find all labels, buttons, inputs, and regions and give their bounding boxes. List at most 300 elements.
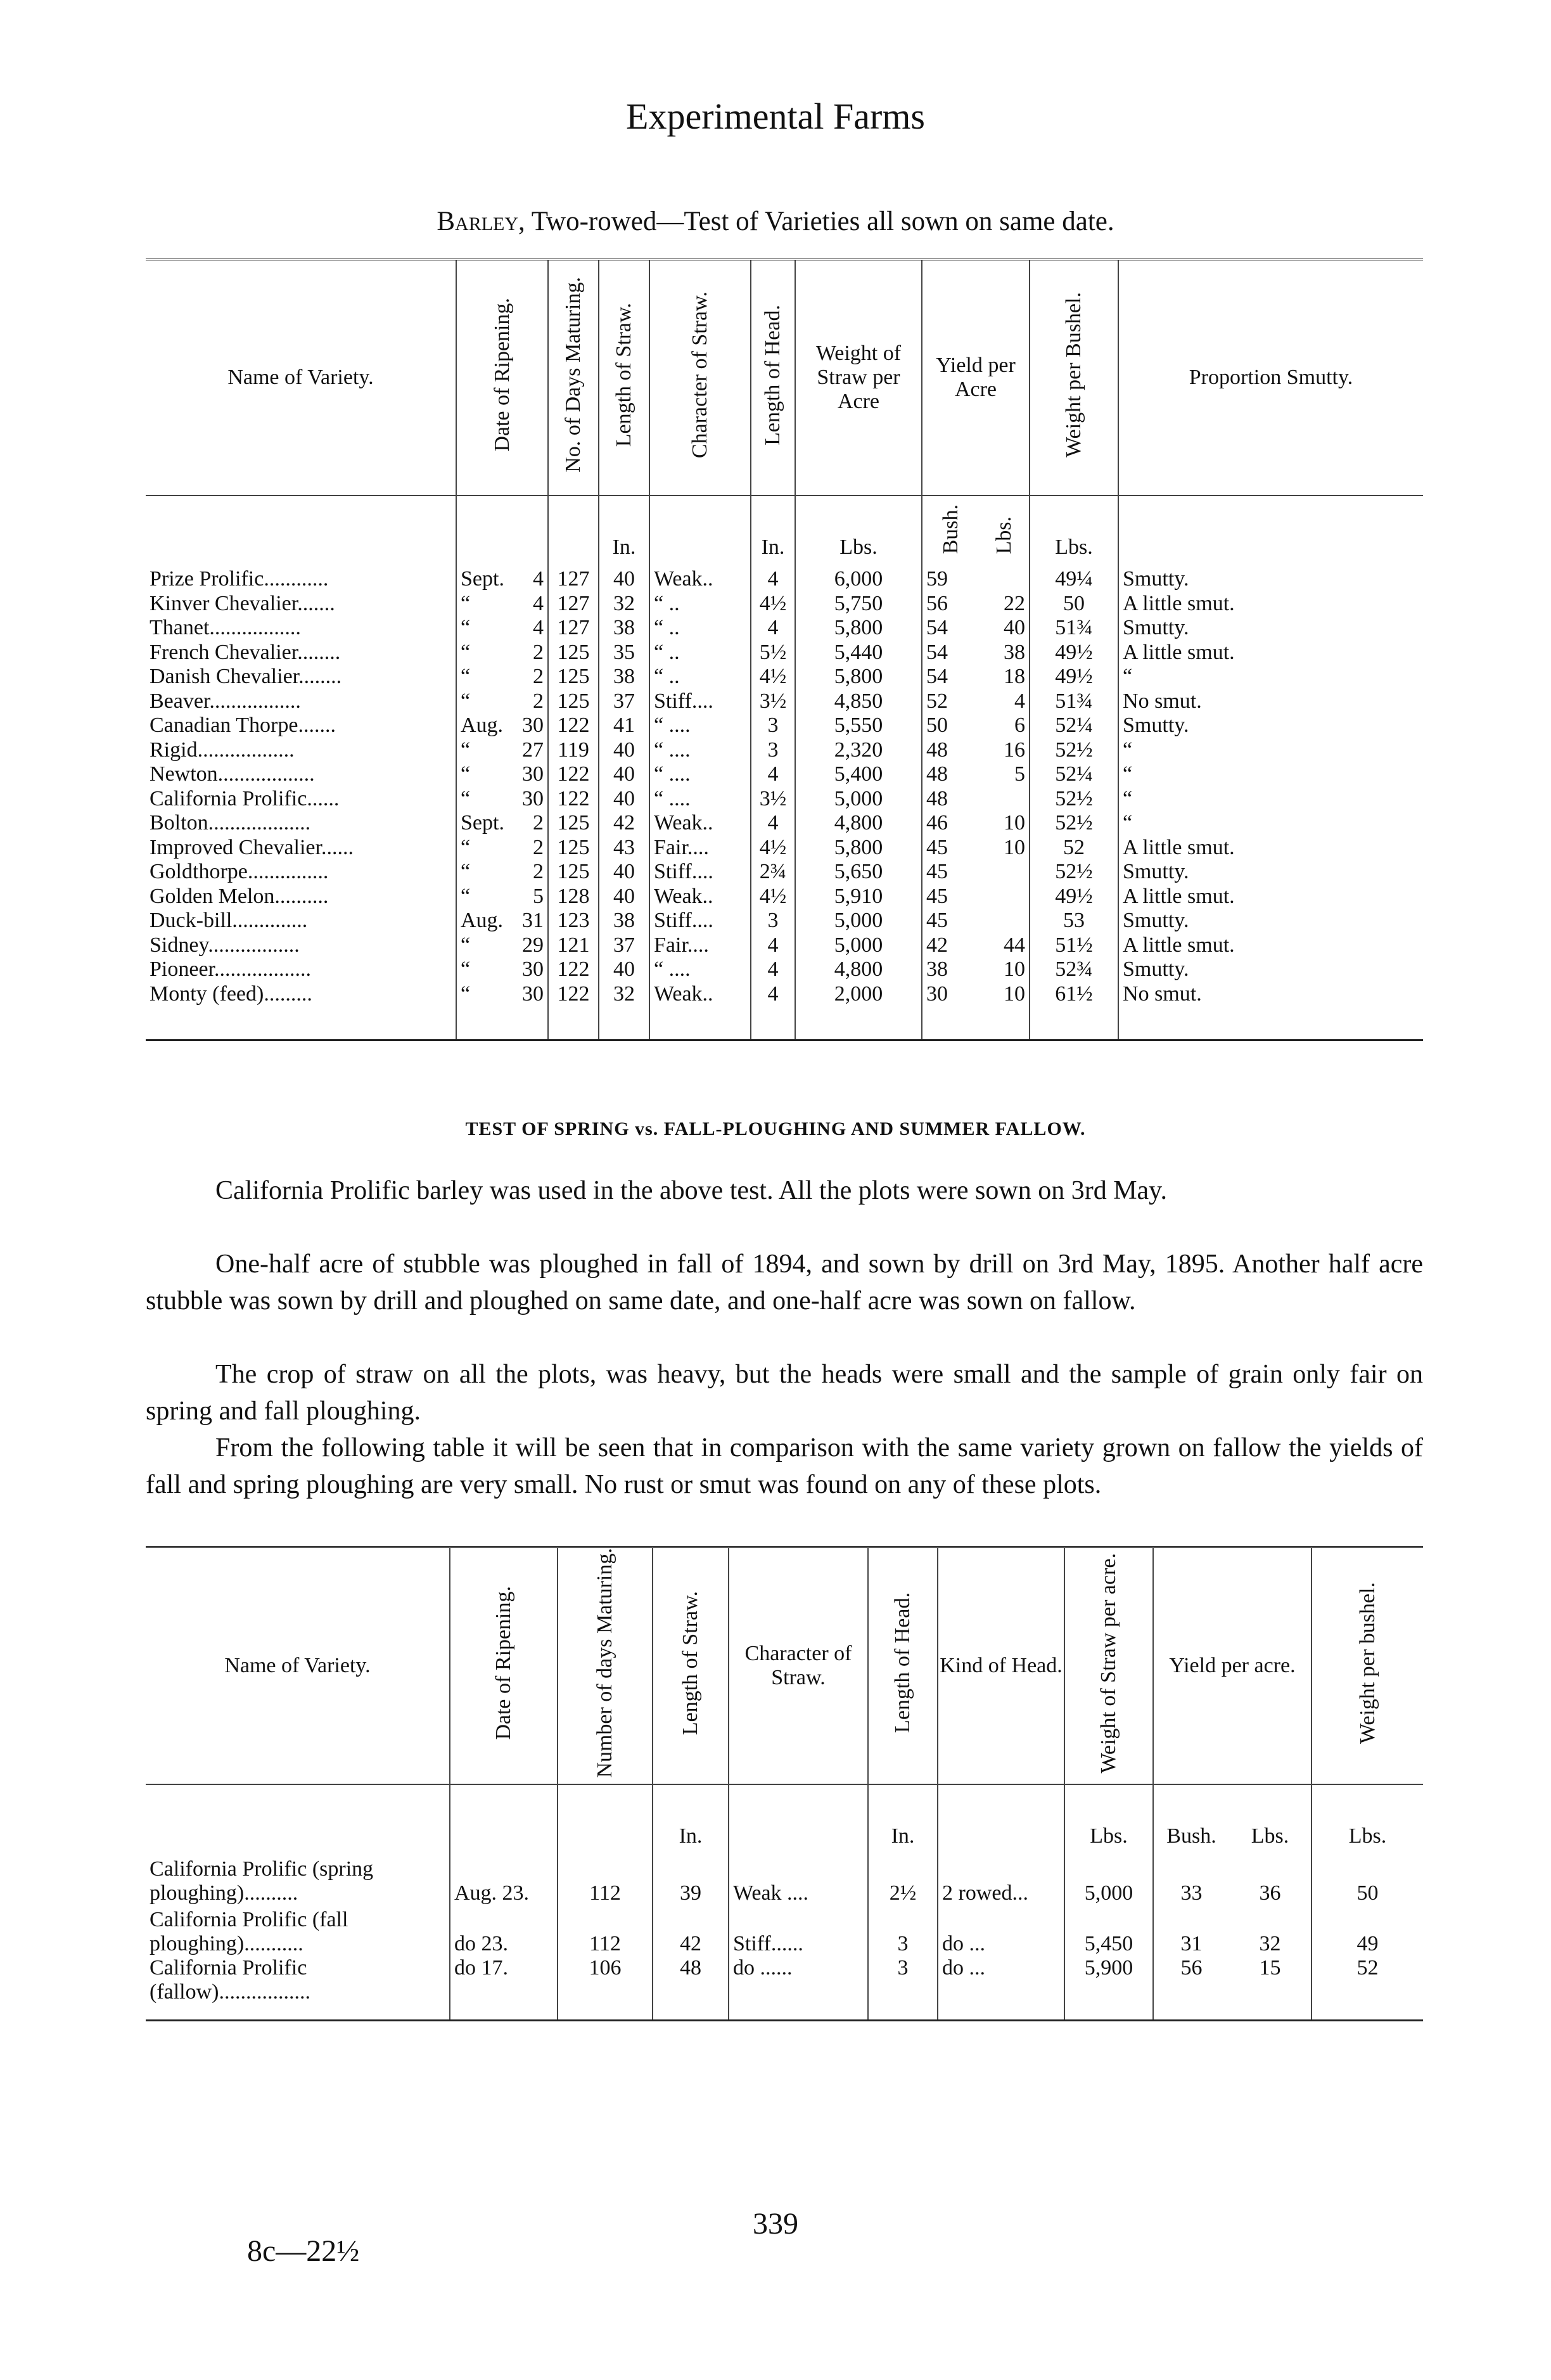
head-length: 2½ bbox=[868, 1855, 938, 1905]
ripening-month: “ bbox=[456, 787, 510, 812]
smut-proportion: “ bbox=[1118, 738, 1423, 763]
straw-length: 32 bbox=[599, 592, 649, 617]
table-row bbox=[146, 616, 1423, 641]
smut-proportion: Smutty. bbox=[1118, 713, 1423, 738]
unit-lbs: Lbs. bbox=[992, 516, 1016, 554]
straw-character: Weak.. bbox=[649, 811, 751, 836]
ripening-date: do 23. bbox=[450, 1905, 558, 1956]
col-header-days: Number of days Maturing. bbox=[558, 1547, 653, 1784]
smut-proportion: A little smut. bbox=[1118, 885, 1423, 909]
yield-lbs: 6 bbox=[1014, 713, 1026, 738]
yield-bushels: 45 bbox=[922, 836, 979, 861]
table-row bbox=[146, 811, 1423, 836]
straw-weight: 5,450 bbox=[1064, 1905, 1153, 1956]
straw-length: 40 bbox=[599, 738, 649, 763]
header-row bbox=[146, 1547, 1423, 1784]
units-row bbox=[146, 496, 1423, 567]
ripening-day: 30 bbox=[522, 762, 544, 786]
weight-per-bushel: 52½ bbox=[1030, 811, 1118, 836]
days-maturing: 112 bbox=[558, 1905, 653, 1956]
straw-weight: 5,550 bbox=[795, 713, 922, 738]
straw-weight: 4,800 bbox=[795, 811, 922, 836]
ripening-day: 30 bbox=[522, 982, 544, 1006]
table-row bbox=[146, 738, 1423, 763]
yield-lbs: 36 bbox=[1259, 1881, 1281, 1905]
weight-per-bushel: 52¼ bbox=[1030, 713, 1118, 738]
col-header-kind: Kind of Head. bbox=[938, 1547, 1064, 1784]
straw-weight: 5,900 bbox=[1064, 1956, 1153, 2021]
smut-proportion: “ bbox=[1118, 811, 1423, 836]
straw-character: Stiff.... bbox=[649, 909, 751, 933]
paragraph-2: One-half acre of stubble was ploughed in fall of 1894, and sown by drill on 3rd May, 1895. Another half acre stubble was sown by drill and ploughed on same date, and one-half acre was sown on fallow. bbox=[146, 1250, 1423, 1315]
ripening-month: “ bbox=[456, 592, 510, 617]
yield-bushels: 30 bbox=[922, 982, 979, 1040]
days-maturing: 122 bbox=[548, 982, 599, 1040]
variety-name: Danish Chevalier........ bbox=[150, 665, 342, 689]
yield-lbs: 22 bbox=[1004, 591, 1026, 615]
weight-per-bushel: 52 bbox=[1312, 1956, 1423, 2021]
variety-name: French Chevalier........ bbox=[150, 640, 341, 664]
yield-lbs bbox=[979, 567, 1030, 592]
table-row bbox=[146, 957, 1423, 982]
ripening-month: “ bbox=[456, 738, 510, 763]
unit-head-length: In. bbox=[751, 496, 795, 567]
straw-length: 35 bbox=[599, 641, 649, 665]
variety-name: Bolton................... bbox=[150, 811, 311, 835]
smut-proportion: No smut. bbox=[1118, 689, 1423, 714]
ripening-day: 2 bbox=[533, 665, 544, 689]
straw-character: “ .... bbox=[649, 762, 751, 787]
col-header-weight-straw: Weight of Straw per Acre bbox=[795, 260, 922, 496]
days-maturing: 127 bbox=[548, 592, 599, 617]
days-maturing: 121 bbox=[548, 933, 599, 958]
table-row bbox=[146, 885, 1423, 909]
ripening-month: Aug. bbox=[456, 713, 510, 738]
ripening-day: 2 bbox=[533, 860, 544, 884]
straw-length: 40 bbox=[599, 885, 649, 909]
col-header-yield: Yield per acre. bbox=[1153, 1547, 1312, 1784]
straw-character: “ .. bbox=[649, 665, 751, 689]
straw-weight: 2,000 bbox=[795, 982, 922, 1040]
straw-weight: 5,650 bbox=[795, 860, 922, 885]
yield-lbs: 10 bbox=[1004, 811, 1026, 835]
yield-lbs: 38 bbox=[1004, 640, 1026, 664]
units-row bbox=[146, 1784, 1423, 1855]
days-maturing: 122 bbox=[548, 762, 599, 787]
straw-character: “ .... bbox=[649, 713, 751, 738]
yield-bushels: 31 bbox=[1153, 1905, 1229, 1956]
yield-lbs bbox=[979, 909, 1030, 933]
head-length: 3 bbox=[868, 1956, 938, 2021]
straw-character: Weak.. bbox=[649, 567, 751, 592]
straw-weight: 5,910 bbox=[795, 885, 922, 909]
col-header-straw-length: Length of Straw. bbox=[653, 1547, 729, 1784]
table-row bbox=[146, 592, 1423, 617]
table-row bbox=[146, 860, 1423, 885]
table-row bbox=[146, 933, 1423, 958]
ripening-month: “ bbox=[456, 689, 510, 714]
head-length: 4 bbox=[751, 762, 795, 787]
straw-length: 48 bbox=[653, 1956, 729, 2021]
weight-per-bushel: 49¼ bbox=[1030, 567, 1118, 592]
straw-character: “ .. bbox=[649, 641, 751, 665]
straw-weight: 5,800 bbox=[795, 665, 922, 689]
head-length: 4½ bbox=[751, 836, 795, 861]
unit-straw-length: In. bbox=[653, 1784, 729, 1855]
head-length: 3 bbox=[751, 713, 795, 738]
straw-character: “ .. bbox=[649, 592, 751, 617]
yield-bushels: 45 bbox=[922, 885, 979, 909]
head-length: 4 bbox=[751, 811, 795, 836]
ripening-month: “ bbox=[456, 885, 510, 909]
yield-lbs bbox=[979, 885, 1030, 909]
straw-weight: 5,000 bbox=[795, 909, 922, 933]
variety-name: Goldthorpe............... bbox=[150, 860, 329, 884]
yield-lbs: 44 bbox=[1004, 933, 1026, 957]
head-length: 4 bbox=[751, 616, 795, 641]
straw-weight: 5,000 bbox=[795, 787, 922, 812]
straw-weight: 2,320 bbox=[795, 738, 922, 763]
straw-length: 37 bbox=[599, 689, 649, 714]
variety-name: Sidney................. bbox=[150, 933, 300, 957]
head-length: 3 bbox=[751, 738, 795, 763]
yield-bushels: 59 bbox=[922, 567, 979, 592]
smut-proportion: “ bbox=[1118, 787, 1423, 812]
variety-name: California Prolific...... bbox=[150, 786, 340, 810]
days-maturing: 123 bbox=[548, 909, 599, 933]
unit-weight-bushel: Lbs. bbox=[1312, 1784, 1423, 1855]
variety-name: California Prolific (spring ploughing).......... bbox=[150, 1857, 374, 1905]
smut-proportion: A little smut. bbox=[1118, 933, 1423, 958]
smut-proportion: Smutty. bbox=[1118, 860, 1423, 885]
yield-lbs: 10 bbox=[1004, 982, 1026, 1006]
col-header-name: Name of Variety. bbox=[146, 1547, 450, 1784]
straw-character: Fair.... bbox=[649, 933, 751, 958]
yield-bushels: 56 bbox=[1153, 1956, 1229, 2021]
ripening-month: Sept. bbox=[456, 811, 510, 836]
straw-length: 43 bbox=[599, 836, 649, 861]
weight-per-bushel: 50 bbox=[1312, 1855, 1423, 1905]
yield-bushels: 46 bbox=[922, 811, 979, 836]
straw-length: 32 bbox=[599, 982, 649, 1040]
straw-length: 40 bbox=[599, 860, 649, 885]
yield-bushels: 48 bbox=[922, 787, 979, 812]
yield-bushels: 54 bbox=[922, 616, 979, 641]
page-number: 339 bbox=[753, 2207, 798, 2241]
col-header-head-length: Length of Head. bbox=[868, 1547, 938, 1784]
variety-name: Beaver................. bbox=[150, 689, 301, 713]
yield-lbs: 40 bbox=[1004, 616, 1026, 640]
days-maturing: 122 bbox=[548, 713, 599, 738]
straw-weight: 5,000 bbox=[1064, 1855, 1153, 1905]
ripening-day: 5 bbox=[533, 884, 544, 908]
unit-head-length: In. bbox=[868, 1784, 938, 1855]
variety-name: Prize Prolific............ bbox=[150, 567, 329, 591]
weight-per-bushel: 49½ bbox=[1030, 641, 1118, 665]
days-maturing: 125 bbox=[548, 811, 599, 836]
straw-length: 38 bbox=[599, 909, 649, 933]
straw-character: do ...... bbox=[729, 1956, 868, 2021]
days-maturing: 119 bbox=[548, 738, 599, 763]
straw-character: “ .... bbox=[649, 738, 751, 763]
paragraph-3: The crop of straw on all the plots, was heavy, but the heads were small and the sample of grain only fair on spring and fall ploughing. bbox=[146, 1360, 1423, 1426]
variety-name: Improved Chevalier...... bbox=[150, 835, 354, 859]
straw-character: Stiff.... bbox=[649, 860, 751, 885]
days-maturing: 106 bbox=[558, 1956, 653, 2021]
days-maturing: 122 bbox=[548, 787, 599, 812]
head-length: 4 bbox=[751, 982, 795, 1040]
col-header-character: Character of Straw. bbox=[649, 260, 751, 496]
ripening-day: 2 bbox=[533, 689, 544, 713]
straw-weight: 4,800 bbox=[795, 957, 922, 982]
yield-lbs bbox=[979, 787, 1030, 812]
table-row bbox=[146, 567, 1423, 592]
straw-character: “ .. bbox=[649, 616, 751, 641]
barley-table-subtitle bbox=[0, 206, 1551, 237]
straw-length: 42 bbox=[653, 1905, 729, 1956]
smut-proportion: “ bbox=[1118, 665, 1423, 689]
straw-length: 38 bbox=[599, 616, 649, 641]
smut-proportion: Smutty. bbox=[1118, 616, 1423, 641]
ripening-day: 30 bbox=[522, 957, 544, 982]
straw-weight: 5,800 bbox=[795, 836, 922, 861]
head-length: 4½ bbox=[751, 665, 795, 689]
straw-character: “ .... bbox=[649, 787, 751, 812]
yield-bushels: 50 bbox=[922, 713, 979, 738]
col-header-date: Date of Ripening. bbox=[456, 260, 548, 496]
straw-length: 39 bbox=[653, 1855, 729, 1905]
ripening-day: 30 bbox=[522, 786, 544, 810]
straw-length: 41 bbox=[599, 713, 649, 738]
variety-name: Thanet................. bbox=[150, 616, 301, 640]
unit-lbs: Lbs. bbox=[1251, 1824, 1289, 1848]
head-length: 3 bbox=[868, 1905, 938, 1956]
ripening-month: “ bbox=[456, 836, 510, 861]
variety-name: California Prolific (fall ploughing)........... bbox=[150, 1907, 348, 1955]
head-length: 4 bbox=[751, 933, 795, 958]
yield-lbs: 15 bbox=[1259, 1955, 1281, 1980]
table-row bbox=[146, 665, 1423, 689]
straw-weight: 6,000 bbox=[795, 567, 922, 592]
ripening-day: 30 bbox=[522, 713, 544, 738]
ripening-month: Aug. bbox=[456, 909, 510, 933]
ripening-day: 29 bbox=[522, 933, 544, 957]
weight-per-bushel: 53 bbox=[1030, 909, 1118, 933]
days-maturing: 125 bbox=[548, 860, 599, 885]
head-kind: 2 rowed... bbox=[938, 1855, 1064, 1905]
table-row bbox=[146, 1956, 1423, 2021]
ripening-day: 31 bbox=[522, 909, 544, 933]
unit-bush: Bush. bbox=[922, 496, 979, 567]
head-length: 3½ bbox=[751, 689, 795, 714]
weight-per-bushel: 61½ bbox=[1030, 982, 1118, 1040]
smut-proportion: “ bbox=[1118, 762, 1423, 787]
smut-proportion: A little smut. bbox=[1118, 836, 1423, 861]
ripening-month: Sept. bbox=[456, 567, 510, 592]
variety-name: Pioneer.................. bbox=[150, 957, 311, 982]
yield-bushels: 54 bbox=[922, 641, 979, 665]
head-length: 2¾ bbox=[751, 860, 795, 885]
weight-per-bushel: 49½ bbox=[1030, 665, 1118, 689]
col-header-weight-bushel: Weight per Bushel. bbox=[1030, 260, 1118, 496]
table-row bbox=[146, 1905, 1423, 1956]
page-title: Experimental Farms bbox=[626, 96, 925, 137]
days-maturing: 125 bbox=[548, 836, 599, 861]
variety-name: Newton.................. bbox=[150, 762, 315, 786]
straw-weight: 4,850 bbox=[795, 689, 922, 714]
head-kind: do ... bbox=[938, 1905, 1064, 1956]
smut-proportion: A little smut. bbox=[1118, 641, 1423, 665]
ripening-day: 2 bbox=[533, 835, 544, 859]
straw-character: Weak.. bbox=[649, 885, 751, 909]
straw-length: 40 bbox=[599, 567, 649, 592]
variety-name: Golden Melon.......... bbox=[150, 884, 329, 908]
yield-bushels: 45 bbox=[922, 860, 979, 885]
straw-weight: 5,440 bbox=[795, 641, 922, 665]
weight-per-bushel: 49 bbox=[1312, 1905, 1423, 1956]
yield-lbs: 5 bbox=[1014, 762, 1026, 786]
subtitle-lead: Barley, bbox=[437, 207, 525, 236]
days-maturing: 125 bbox=[548, 689, 599, 714]
weight-per-bushel: 51¾ bbox=[1030, 689, 1118, 714]
ripening-day: 4 bbox=[533, 616, 544, 640]
ripening-day: 27 bbox=[522, 738, 544, 762]
yield-bushels: 38 bbox=[922, 957, 979, 982]
header-row bbox=[146, 260, 1423, 496]
col-header-weight-straw: Weight of Straw per acre. bbox=[1064, 1547, 1153, 1784]
straw-character: Weak .... bbox=[729, 1855, 868, 1905]
days-maturing: 127 bbox=[548, 616, 599, 641]
weight-per-bushel: 52¾ bbox=[1030, 957, 1118, 982]
straw-character: Stiff.... bbox=[649, 689, 751, 714]
straw-character: Fair.... bbox=[649, 836, 751, 861]
signature-mark: 8c—22½ bbox=[247, 2234, 360, 2268]
variety-name: Kinver Chevalier....... bbox=[150, 591, 335, 615]
fallow-test-table bbox=[146, 1546, 1423, 2021]
ripening-month: “ bbox=[456, 665, 510, 689]
ripening-date: do 17. bbox=[450, 1956, 558, 2021]
yield-lbs: 4 bbox=[1014, 689, 1026, 713]
weight-per-bushel: 50 bbox=[1030, 592, 1118, 617]
days-maturing: 127 bbox=[548, 567, 599, 592]
variety-name: Canadian Thorpe....... bbox=[150, 713, 336, 738]
weight-per-bushel: 52¼ bbox=[1030, 762, 1118, 787]
table-row bbox=[146, 762, 1423, 787]
head-length: 4½ bbox=[751, 885, 795, 909]
yield-lbs bbox=[979, 860, 1030, 885]
straw-weight: 5,000 bbox=[795, 933, 922, 958]
straw-length: 40 bbox=[599, 762, 649, 787]
straw-weight: 5,800 bbox=[795, 616, 922, 641]
yield-bushels: 33 bbox=[1153, 1855, 1229, 1905]
unit-straw-length: In. bbox=[599, 496, 649, 567]
yield-lbs: 18 bbox=[1004, 665, 1026, 689]
col-header-date: Date of Ripening. bbox=[450, 1547, 558, 1784]
smut-proportion: Smutty. bbox=[1118, 909, 1423, 933]
head-length: 4½ bbox=[751, 592, 795, 617]
variety-name: California Prolific (fallow)................. bbox=[150, 1955, 311, 2004]
variety-name: Rigid.................. bbox=[150, 738, 295, 762]
yield-lbs: 32 bbox=[1259, 1931, 1281, 1955]
ripening-day: 2 bbox=[533, 811, 544, 835]
ripening-month: “ bbox=[456, 957, 510, 982]
weight-per-bushel: 52½ bbox=[1030, 787, 1118, 812]
ripening-day: 4 bbox=[533, 591, 544, 615]
straw-weight: 5,400 bbox=[795, 762, 922, 787]
smut-proportion: No smut. bbox=[1118, 982, 1423, 1040]
straw-length: 40 bbox=[599, 957, 649, 982]
table-row bbox=[146, 836, 1423, 861]
table-row bbox=[146, 1855, 1423, 1905]
head-length: 3 bbox=[751, 909, 795, 933]
ripening-date: Aug. 23. bbox=[450, 1855, 558, 1905]
straw-length: 40 bbox=[599, 787, 649, 812]
table-row bbox=[146, 909, 1423, 933]
col-header-days: No. of Days Maturing. bbox=[548, 260, 599, 496]
table-row bbox=[146, 787, 1423, 812]
col-header-character: Character of Straw. bbox=[729, 1547, 868, 1784]
col-header-weight-bushel: Weight per bushel. bbox=[1312, 1547, 1423, 1784]
weight-per-bushel: 49½ bbox=[1030, 885, 1118, 909]
yield-bushels: 48 bbox=[922, 738, 979, 763]
head-kind: do ... bbox=[938, 1956, 1064, 2021]
days-maturing: 125 bbox=[548, 641, 599, 665]
unit-bush: Bush. bbox=[1153, 1784, 1229, 1855]
unit-weight-straw: Lbs. bbox=[1064, 1784, 1153, 1855]
head-length: 3½ bbox=[751, 787, 795, 812]
weight-per-bushel: 52 bbox=[1030, 836, 1118, 861]
yield-bushels: 42 bbox=[922, 933, 979, 958]
straw-length: 42 bbox=[599, 811, 649, 836]
unit-weight-straw: Lbs. bbox=[795, 496, 922, 567]
weight-per-bushel: 52½ bbox=[1030, 860, 1118, 885]
ripening-day: 2 bbox=[533, 640, 544, 664]
table-row bbox=[146, 689, 1423, 714]
ripening-day: 4 bbox=[533, 567, 544, 591]
ripening-month: “ bbox=[456, 762, 510, 787]
ripening-month: “ bbox=[456, 982, 510, 1040]
unit-weight-bushel: Lbs. bbox=[1030, 496, 1118, 567]
straw-length: 37 bbox=[599, 933, 649, 958]
weight-per-bushel: 51¾ bbox=[1030, 616, 1118, 641]
yield-bushels: 56 bbox=[922, 592, 979, 617]
straw-length: 38 bbox=[599, 665, 649, 689]
weight-per-bushel: 51½ bbox=[1030, 933, 1118, 958]
yield-bushels: 54 bbox=[922, 665, 979, 689]
col-header-yield: Yield per Acre bbox=[922, 260, 1030, 496]
table-row bbox=[146, 713, 1423, 738]
straw-character: “ .... bbox=[649, 957, 751, 982]
table-row bbox=[146, 982, 1423, 1040]
days-maturing: 122 bbox=[548, 957, 599, 982]
smut-proportion: Smutty. bbox=[1118, 567, 1423, 592]
straw-character: Stiff...... bbox=[729, 1905, 868, 1956]
days-maturing: 128 bbox=[548, 885, 599, 909]
col-header-name: Name of Variety. bbox=[146, 260, 456, 496]
variety-name: Duck-bill.............. bbox=[150, 909, 308, 933]
ripening-month: “ bbox=[456, 641, 510, 665]
yield-bushels: 45 bbox=[922, 909, 979, 933]
straw-character: Weak.. bbox=[649, 982, 751, 1040]
paragraph-4: From the following table it will be seen that in comparison with the same variety grown on fallow the yields of fall and spring ploughing are very small. No rust or smut was found on any of these plots. bbox=[146, 1433, 1423, 1499]
head-length: 4 bbox=[751, 957, 795, 982]
col-header-head-length: Length of Head. bbox=[751, 260, 795, 496]
yield-bushels: 52 bbox=[922, 689, 979, 714]
ripening-month: “ bbox=[456, 933, 510, 958]
yield-lbs: 16 bbox=[1004, 738, 1026, 762]
barley-varieties-table bbox=[146, 259, 1423, 1041]
smut-proportion: A little smut. bbox=[1118, 592, 1423, 617]
